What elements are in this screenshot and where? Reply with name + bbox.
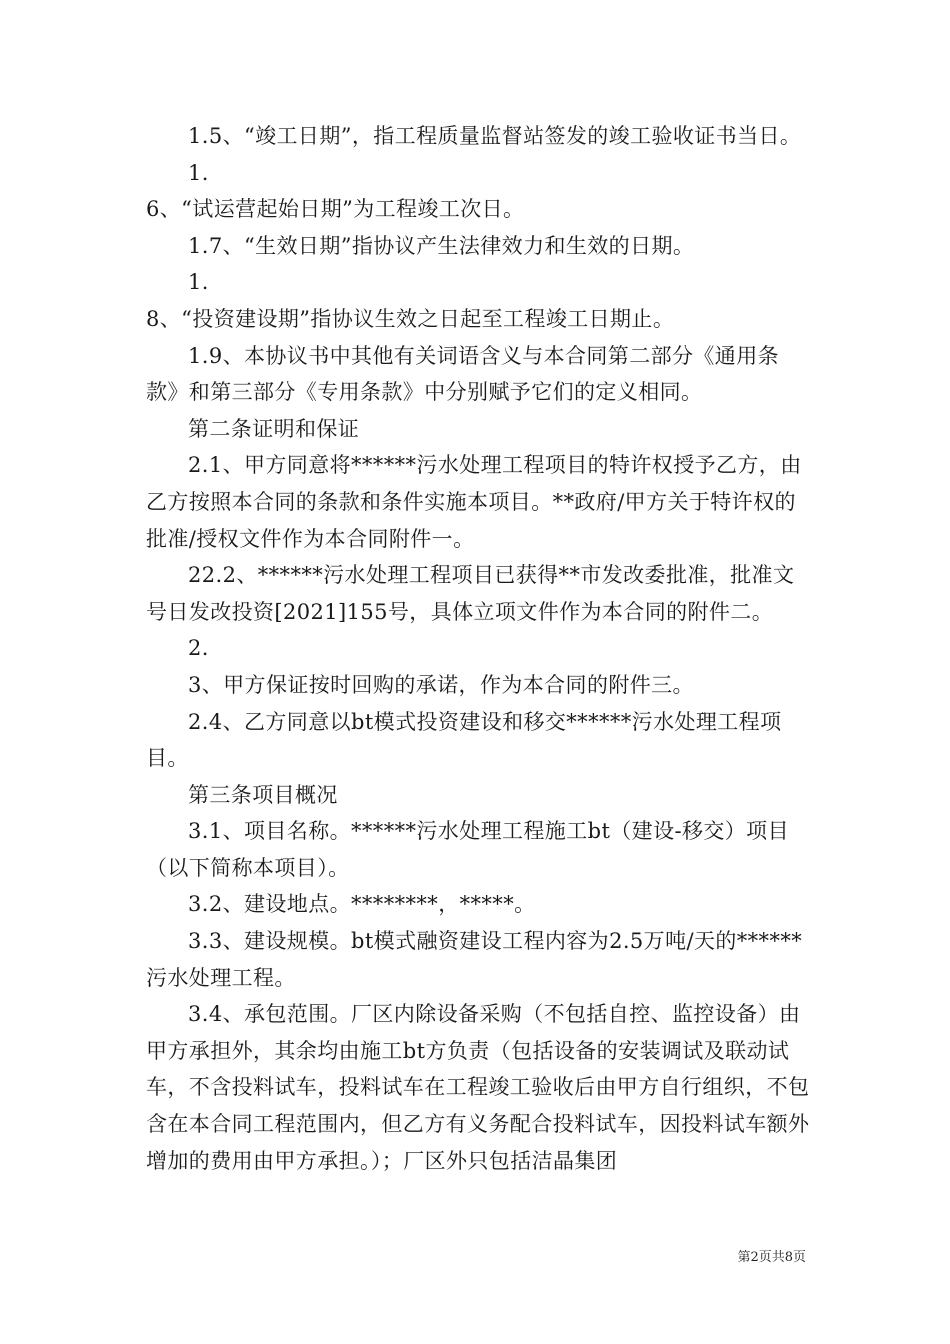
paragraph: 1. (188, 160, 209, 185)
section-heading: 第三条项目概况 (188, 782, 338, 807)
paragraph: 1.7、“生效日期”指协议产生法律效力和生效的日期。 (188, 233, 695, 258)
paragraph: 3、甲方保证按时回购的承诺，作为本合同的附件三。 (188, 672, 694, 697)
paragraph: 3.1、项目名称。******污水处理工程施工bt（建设-移交）项目（以下简称本项目）。 (146, 819, 789, 880)
paragraph: 1.5、“竣工日期”，指工程质量监督站签发的竣工验收证书当日。 (188, 124, 802, 148)
document-body (146, 118, 810, 1179)
paragraph: 22.2、******污水处理工程项目已获得**市发改委批准，批准文号日发改投资[2021]155号，具体立项文件作为本合同的附件二。 (146, 563, 795, 624)
paragraph: 1. (188, 270, 209, 295)
paragraph: 3.2、建设地点。********，*****。 (188, 892, 536, 917)
paragraph: 6、“试运营起始日期”为工程竣工次日。 (146, 197, 525, 222)
section-heading: 第二条证明和保证 (188, 416, 360, 441)
paragraph: 3.4、承包范围。厂区内除设备采购（不包括自控、监控设备）由甲方承担外，其余均由施工bt方负责（包括设备的安装调试及联动试车，不含投料试车，投料试车在工程竣工验收后由甲方自行组织，不包含在本合同工程范围内，但乙方有义务配合投料试车，因投料试车额外增加的费用由甲方承担。）；厂区外只包括洁晶集团 (146, 1002, 810, 1173)
paragraph: 1.9、本协议书中其他有关词语含义与本合同第二部分《通用条款》和第三部分《专用条款》中分别赋予它们的定义相同。 (146, 343, 779, 405)
paragraph: 3.3、建设规模。bt模式融资建设工程内容为2.5万吨/天的******污水处理工程。 (146, 929, 803, 990)
paragraph: 2. (188, 636, 209, 661)
paragraph: 2.1、甲方同意将******污水处理工程项目的特许权授予乙方，由乙方按照本合同的条款和条件实施本项目。**政府/甲方关于特许权的批准/授权文件作为本合同附件一。 (146, 453, 802, 551)
paragraph: 8、“投资建设期”指协议生效之日起至工程竣工日期止。 (146, 306, 675, 331)
page-number: 第2页共8页 (737, 1250, 806, 1265)
paragraph: 2.4、乙方同意以bt模式投资建设和移交******污水处理工程项目。 (146, 709, 782, 771)
